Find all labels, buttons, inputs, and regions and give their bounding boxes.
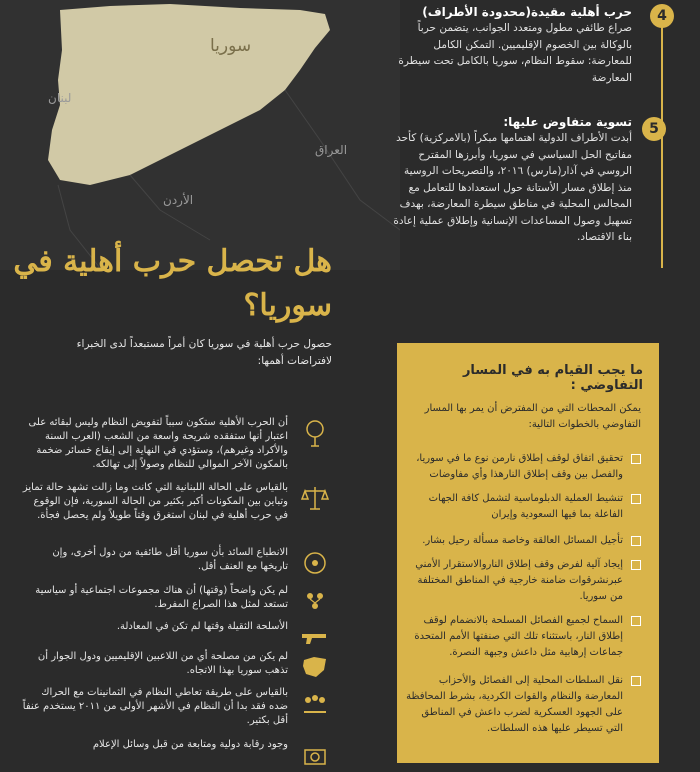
step-text: السماح لجميع الفصائل المسلحة بالانضمام لوقف إطلاق النار، باستثناء تلك التي صنفتها الأمم المتحدة جماعات إرهابية مثل داعش وجبهة النصرة. bbox=[414, 615, 623, 658]
timeline-text: صراع طائفي مطول ومتعدد الجوانب، يتضمن حرباً بالوكالة بين الخصوم الإقليميين. التمكن الكامل للمعارضة: سقوط النظام، سوريا بالكامل تحت سيطرة المعارضة bbox=[398, 22, 632, 84]
list-item-text: الانطباع السائد بأن سوريا أقل طائفية من دول أخرى، وإن تاريخها مع العنف أقل. bbox=[52, 547, 288, 572]
step-item bbox=[406, 451, 641, 483]
intro-text: حصول حرب أهلية في سوريا كان أمراً مستبعداً لدى الخبراء لافتراضات أهمها: bbox=[76, 338, 332, 367]
map-label-lebanon: لبنان bbox=[48, 91, 72, 105]
list-item-text: أن الحرب الأهلية ستكون سبباً لتفويض النظام وليس لبقائه على اعتبار أنها ستفقده شريحة واسعة من الشعب (العرب السنة والأكراد وغيرهم)، وستؤدي في النهاية إلى إيقاع خسائر ضخمة بالمكون الآخر الموالي للنظام وصولاً إلى تهالكه. bbox=[28, 417, 288, 470]
list-item bbox=[22, 584, 332, 618]
timeline-badge-4: 4 bbox=[650, 4, 674, 28]
checkbox-icon bbox=[631, 616, 641, 626]
list-item-text: وجود رقابة دولية ومتابعة من قبل وسائل الإعلام bbox=[92, 739, 288, 750]
list-item-text: بالقياس على طريقة تعاطي النظام في الثمانينات مع الحراك ضده فقد بدا أن النظام في الأشهر الأولى من ٢٠١١ يستخدم عنفاً أقل بكثير. bbox=[22, 687, 288, 726]
step-text: نقل السلطات المحلية إلى الفصائل والأحزاب المعارضة والنظام والقوات الكردية، بشرط المحافظة على الجهود العسكرية لضرب داعش في المناطق التي تسيطر عليها هذه السلطات. bbox=[406, 675, 623, 734]
list-item-text: بالقياس على الحالة اللبنانية التي كانت وما زالت تشهد حالة تمايز وتباين بين المكونات أكبر بكثير من الحالة السورية، فإن الوقوع في حرب أهلية في لبنان استغرق وقتاً طويلاً ولم يحصل فجأة. bbox=[22, 482, 288, 521]
gun-icon bbox=[298, 620, 332, 654]
timeline-line bbox=[661, 18, 663, 268]
list-item-text: الأسلحة الثقيلة وقتها لم تكن في المعادلة. bbox=[116, 621, 288, 632]
step-text: تنشيط العملية الدبلوماسية لتشمل كافة الجهات الفاعلة بما فيها السعودية وإيران bbox=[428, 493, 623, 520]
step-text: إيجاد آلية لفرض وقف إطلاق الناروالاستقرار الأمني عبرنشرقوات ضامنة خارجية في المناطق المختلفة من سوريا. bbox=[415, 559, 623, 602]
list-item bbox=[22, 738, 332, 772]
map bbox=[0, 0, 400, 270]
checkbox-icon bbox=[631, 560, 641, 570]
target-icon bbox=[298, 546, 332, 580]
step-item bbox=[406, 533, 641, 549]
page-title: هل تحصل حرب أهلية في سوريا؟ bbox=[13, 244, 332, 323]
timeline-title: تسوية متفاوض عليها: bbox=[503, 115, 632, 129]
list-item bbox=[22, 481, 332, 523]
list-item bbox=[22, 620, 332, 654]
timeline-item-4 bbox=[392, 4, 632, 86]
timeline-item-5 bbox=[392, 114, 632, 246]
people-icon bbox=[298, 584, 332, 618]
timeline-text: أبدت الأطراف الدولية اهتمامها مبكراً (بالامركزية) كأحد مفاتيح الحل السياسي في سوريا، وأبرزها المقترح الروسي في آذار(مارس) ٢٠١٦، والتصريحات الروسية منذ إطلاق مسار الأستانة حول استعدادها للتعامل مع المجالس المحلية في مناطق سيطرة المعارضة، بهدف تسهيل وصول المساعدات الإنسانية وإطلاق عملية إعادة بناء الاقتصاد. bbox=[393, 132, 632, 243]
step-text: تحقيق اتفاق لوقف إطلاق نارمن نوع ما في سوريا، والفصل بين وقف إطلاق النارهذا وأي مفاوضات bbox=[416, 453, 623, 480]
panel-title: ما يجب القيام به في المسار التفاوضي : bbox=[462, 363, 643, 393]
map-label-syria: سوريا bbox=[210, 36, 252, 56]
step-item bbox=[406, 673, 641, 737]
checkbox-icon bbox=[631, 676, 641, 686]
camera-icon bbox=[298, 738, 332, 772]
tree-icon bbox=[298, 416, 332, 450]
list-item bbox=[22, 686, 332, 728]
checkbox-icon bbox=[631, 494, 641, 504]
step-item bbox=[406, 557, 641, 605]
step-text: تأجيل المسائل العالقة وخاصة مسألة رحيل بشار. bbox=[422, 535, 623, 546]
step-item bbox=[406, 613, 641, 661]
timeline-title: حرب أهلية مقيدة(محدودة الأطراف) bbox=[422, 5, 632, 19]
list-item-text: لم يكن واضحاً (وقتها) أن هناك مجموعات اجتماعية أو سياسية تستعد لمثل هذا الصراع المفرط. bbox=[35, 585, 288, 610]
crowd-icon bbox=[298, 686, 332, 720]
map-label-iraq: العراق bbox=[315, 143, 348, 157]
checkbox-icon bbox=[631, 454, 641, 464]
timeline-badge-5: 5 bbox=[642, 117, 666, 141]
list-item bbox=[22, 546, 332, 580]
list-item-text: لم يكن من مصلحة أي من اللاعبين الإقليميين ودول الجوار أن تذهب سوريا بهذا الاتجاه. bbox=[37, 651, 288, 676]
scales-icon bbox=[298, 481, 332, 515]
map-icon bbox=[298, 650, 332, 684]
panel-intro: يمكن المحطات التي من المفترض أن يمر بها المسار التفاوضي بالخطوات التالية: bbox=[424, 403, 641, 430]
map-label-jordan: الأردن bbox=[163, 193, 194, 207]
step-item bbox=[406, 491, 641, 523]
checkbox-icon bbox=[631, 536, 641, 546]
list-item bbox=[22, 416, 332, 472]
negotiation-steps-panel bbox=[397, 343, 659, 763]
list-item bbox=[22, 650, 332, 684]
